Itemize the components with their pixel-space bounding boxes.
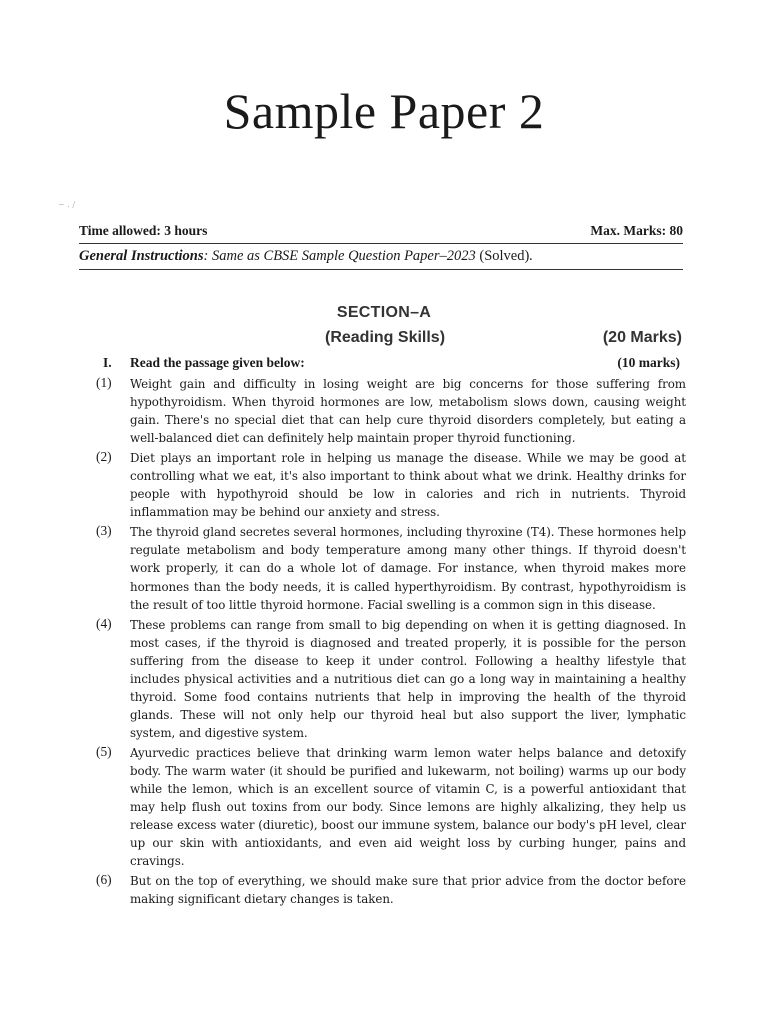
paragraph-number: (4) <box>96 615 112 631</box>
paragraph-number: (6) <box>96 872 112 888</box>
time-allowed: Time allowed: 3 hours <box>79 223 208 238</box>
paragraph-number: (2) <box>96 449 112 465</box>
page-title: Sample Paper 2 <box>223 83 545 139</box>
general-instructions <box>79 248 683 265</box>
question-marks: (10 marks) <box>617 355 680 370</box>
instructions-solved: (Solved) <box>479 248 530 264</box>
instructions-end: . <box>529 248 533 264</box>
paragraph-text: These problems can range from small to big depending on when it is getting diagnosed. In most cases, if the thyroid is diagnosed and treated properly, it is possible for the person suffering from the disease to keep it under control. Following a healthy lifestyle that includes physical activities and a nutritious diet can go a long way in maintaining a healthy thyroid. Some food contains nutrients that help in improving the health of the thyroid glands. These will not only help our thyroid heal but also support the liver, lymphatic system, and digestive system. <box>130 617 686 740</box>
passage-paragraph <box>96 744 686 870</box>
paragraph-text: Diet plays an important role in helping us manage the disease. While we may be good at controlling what we eat, it's also important to think about what we drink. Healthy drinks for people with hypothyroid should be low in calories and rich in nutrients. Thyroid inflammation may be behind our anxiety and stress. <box>130 451 686 520</box>
paragraph-number: (5) <box>96 743 112 759</box>
section-marks: (20 Marks) <box>602 329 682 346</box>
question-number: I. <box>103 355 112 370</box>
paragraph-number: (3) <box>96 523 112 539</box>
paragraph-text: The thyroid gland secretes several hormones, including thyroxine (T4). These hormones help regulate metabolism and body temperature among many other things. If thyroid doesn't work properly, it can do a whole lot of damage. For instance, when thyroid makes more hormones than the body needs, it is called hyperthyroidism. By contrast, hypothyroidism is the result of too little thyroid hormone. Facial swelling is a common sign in this disease. <box>130 525 686 612</box>
paragraph-number: (1) <box>96 375 112 390</box>
instructions-text: Same as CBSE Sample Question Paper–2023 <box>211 248 480 264</box>
passage-paragraph <box>96 872 686 908</box>
paragraph-text: But on the top of everything, we should make sure that prior advice from the doctor before making significant dietary changes is taken. <box>130 874 686 907</box>
divider-bottom <box>79 269 683 270</box>
paragraph-text: Weight gain and difficulty in losing weight are big concerns for those suffering from hypothyroidism. When thyroid hormones are low, metabolism slows down, causing weight gain. There's no special diet that can help cure thyroid disorders completely, but eating a well-balanced diet can definitely help maintain proper thyroid functioning. <box>130 377 686 446</box>
scan-artifact: ~ . / <box>58 200 76 209</box>
divider-top <box>79 243 683 244</box>
passage-paragraph <box>96 616 686 742</box>
exam-meta-row <box>79 223 683 241</box>
max-marks: Max. Marks: 80 <box>590 223 683 238</box>
paragraph-text: Ayurvedic practices believe that drinking warm lemon water helps balance and detoxify body. The warm water (it should be purified and lukewarm, not boiling) warms up our body while the lemon, which is an excellent source of vitamin C, is a powerful antioxidant that may help flush out toxins from our body. Since lemons are highly alkalizing, they help us release excess water (diuretic), boost our immune system, balance our body's pH level, clear up our skin with antioxidants, and even aid weight loss by curbing hunger, pains and cravings. <box>130 745 686 869</box>
question-text: Read the passage given below: <box>130 355 305 370</box>
section-title: SECTION–A <box>336 304 432 321</box>
passage-paragraph <box>96 449 686 521</box>
instructions-separator: : <box>203 248 212 264</box>
section-subtitle: (Reading Skills) <box>325 329 446 346</box>
passage <box>96 375 686 910</box>
instructions-label: General Instructions <box>79 248 204 264</box>
passage-paragraph <box>96 523 686 613</box>
passage-paragraph <box>96 375 686 447</box>
